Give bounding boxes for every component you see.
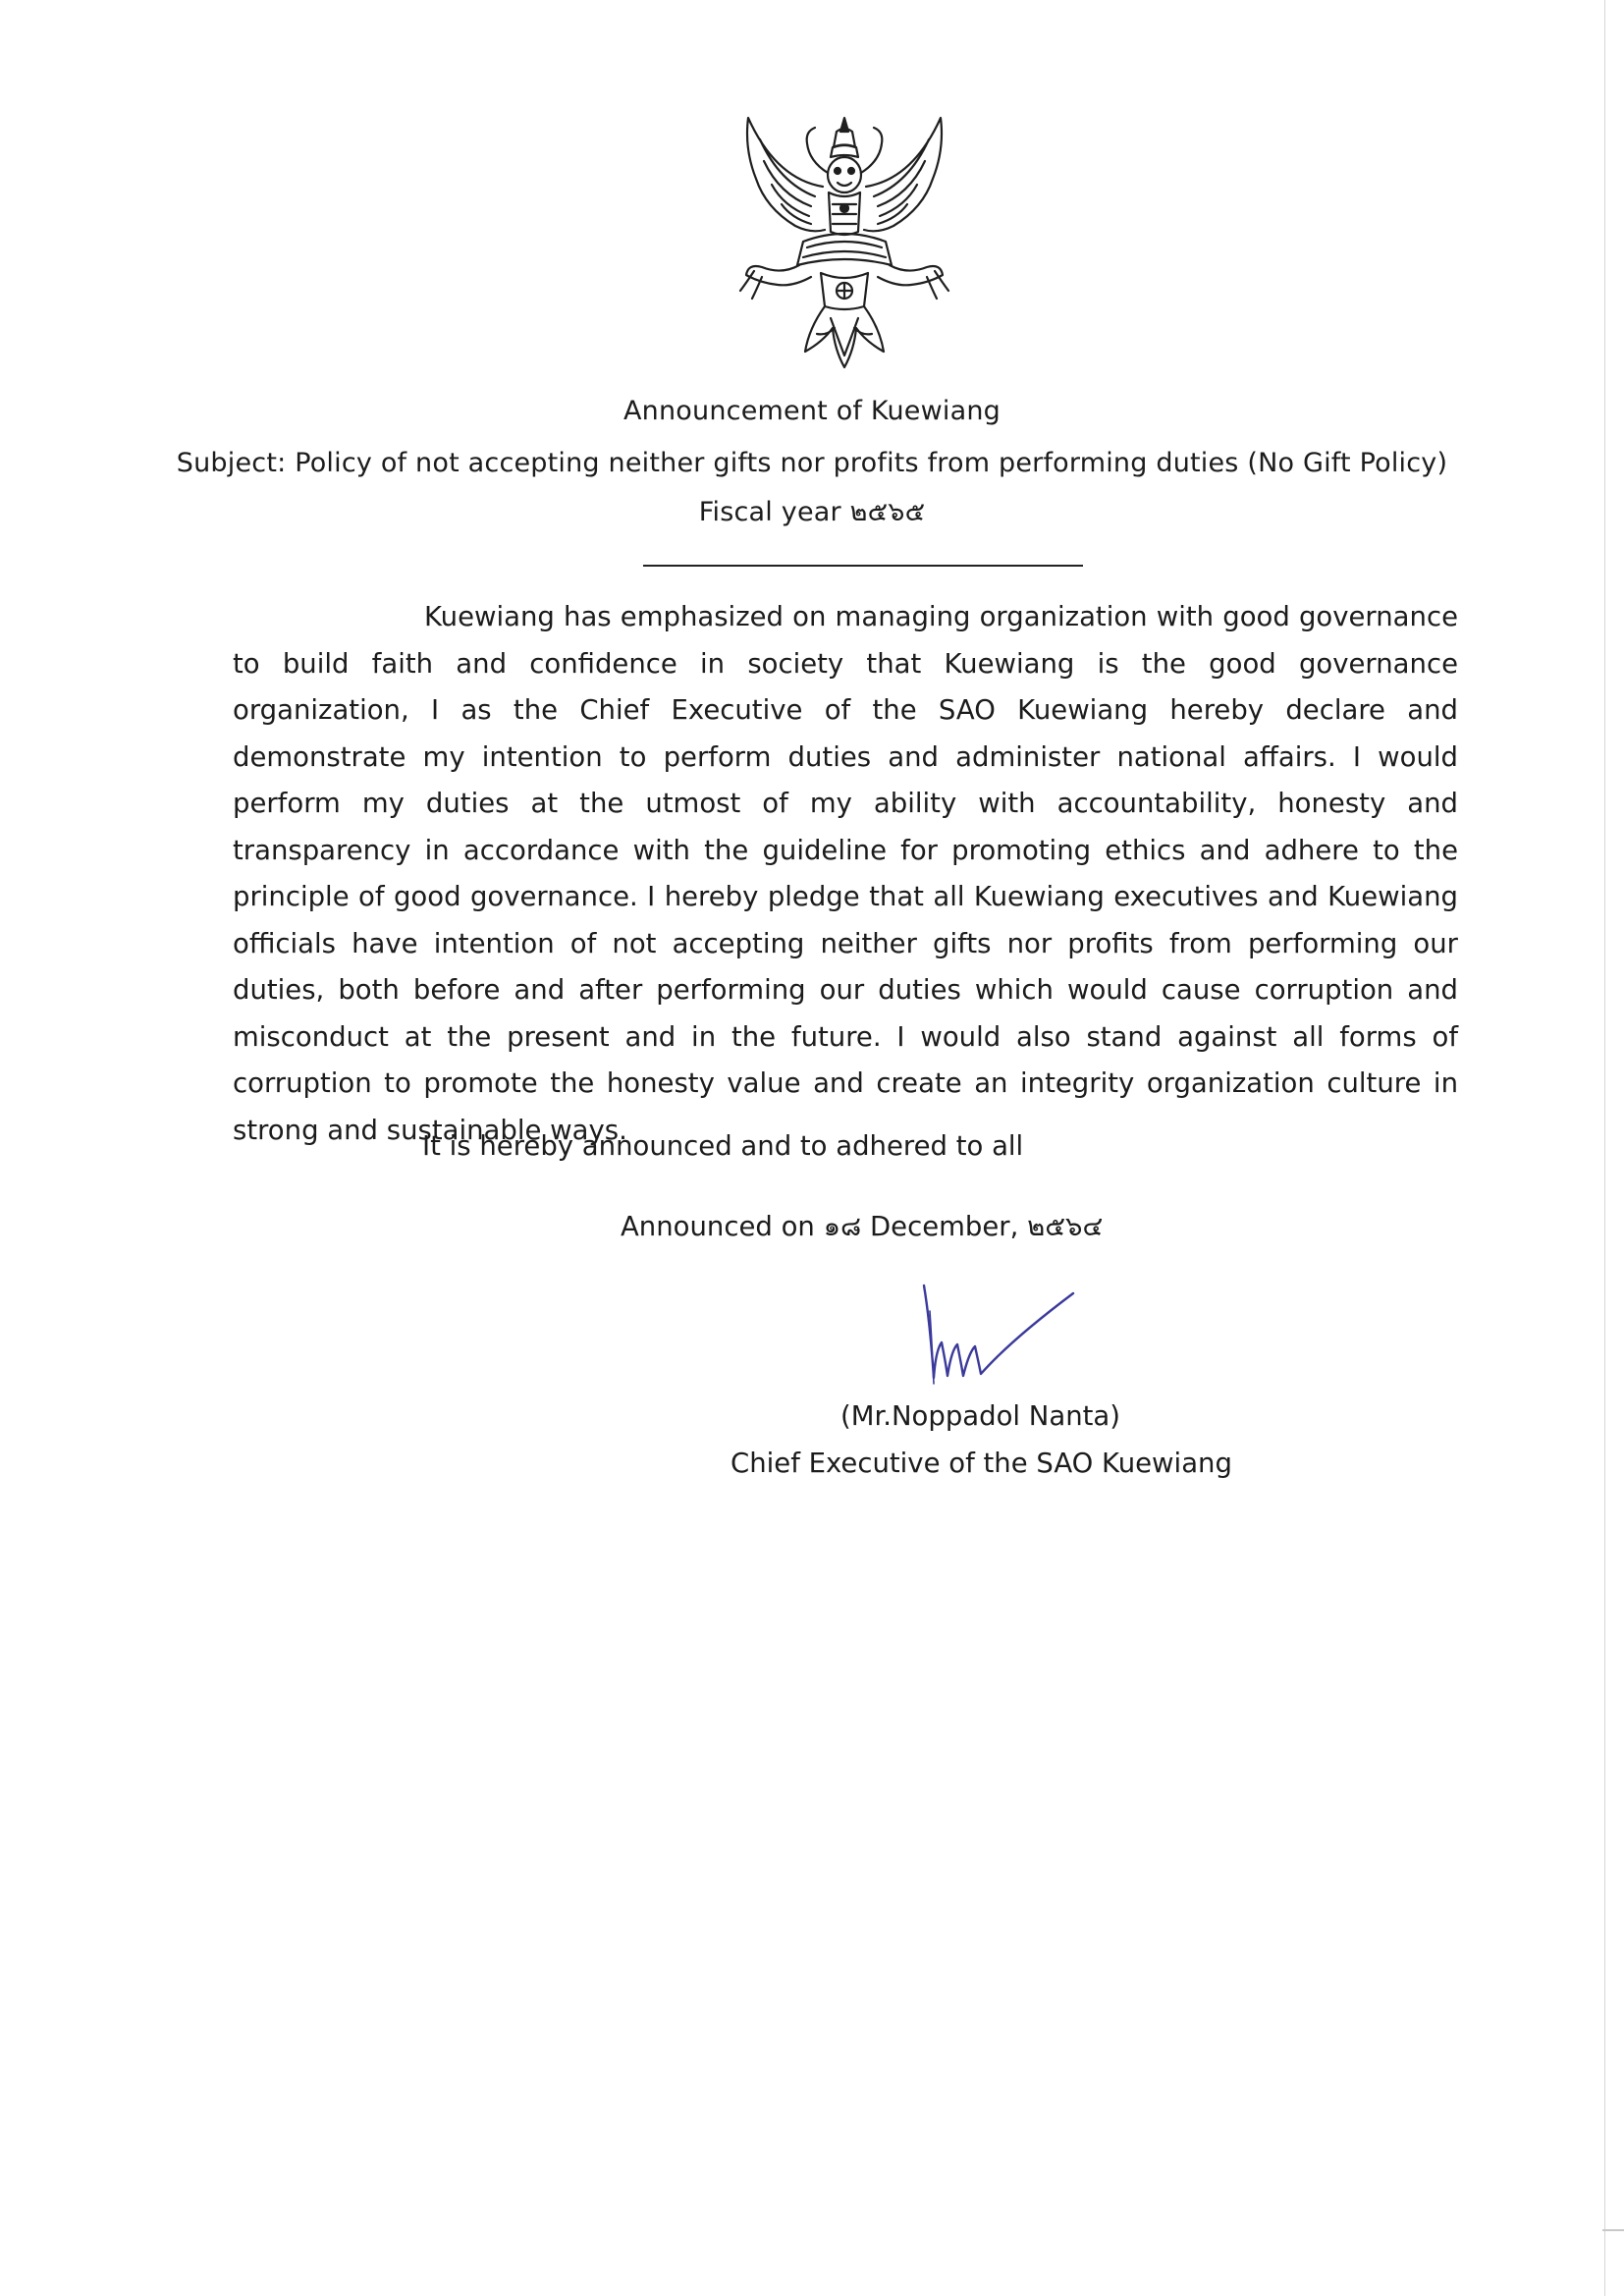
fiscal-year: Fiscal year ๒๕๖๕	[698, 497, 926, 527]
document-subject: Subject: Policy of not accepting neither gifts nor profits from performing duties (No Gift Policy)	[176, 448, 1448, 478]
closing-statement: It is hereby announced and to adhered to all	[422, 1130, 1024, 1162]
garuda-emblem-icon	[727, 110, 962, 375]
document-title: Announcement of Kuewiang	[623, 396, 1001, 426]
body-paragraph: Kuewiang has emphasized on managing organization with good governance to build faith and confidence in society that Kuewiang is the good governance organization, I as the Chief Executive of the SAO Kuewiang hereby declare and demonstrate my intention to perform duties and administer national affairs. I would perform my duties at the utmost of my ability with accountability, honesty and transparency in accordance with the guideline for promoting ethics and adhere to the principle of good governance. I hereby pledge that all Kuewiang executives and Kuewiang officials have intention of not accepting neither gifts nor profits from performing our duties, both before and after performing our duties which would cause corruption and misconduct at the present and in the future. I would also stand against all forms of corruption to promote the honesty value and create an integrity organization culture in strong and sustainable ways.	[233, 601, 1458, 1146]
heading-divider	[643, 565, 1083, 567]
announcement-date: Announced on ๑๘ December, ๒๕๖๔	[621, 1211, 1104, 1242]
signer-title: Chief Executive of the SAO Kuewiang	[731, 1448, 1232, 1479]
handwritten-signature-icon	[908, 1282, 1085, 1392]
signer-name: (Mr.Noppadol Nanta)	[840, 1400, 1121, 1432]
page-edge-tick	[1602, 2229, 1624, 2231]
page-edge-divider	[1604, 0, 1605, 2296]
